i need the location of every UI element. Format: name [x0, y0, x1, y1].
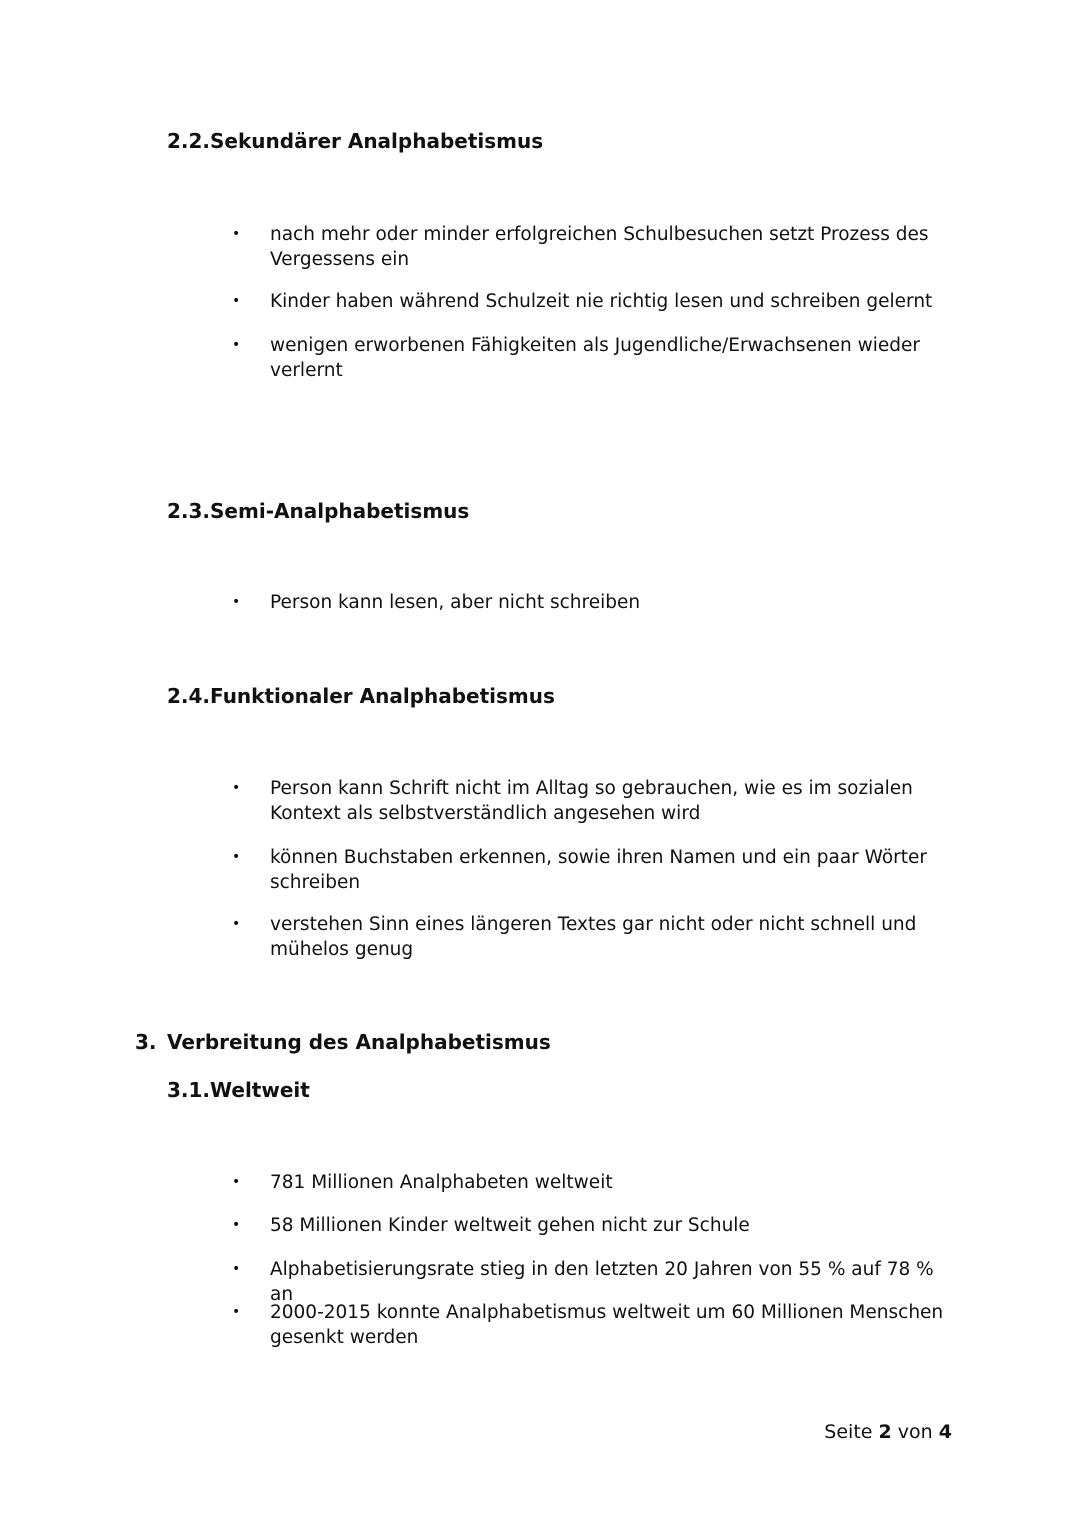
- heading-3-1: [167, 1078, 310, 1102]
- bullet-icon: •: [232, 226, 241, 242]
- heading-number: 3.: [135, 1030, 157, 1054]
- list-item-text: können Buchstaben erkennen, sowie ihren Namen und ein paar Wörter schreiben: [270, 847, 928, 893]
- heading-3: [135, 1030, 551, 1054]
- heading-title: Weltweit: [210, 1078, 310, 1102]
- list-item-text: wenigen erworbenen Fähigkeiten als Jugendliche/Erwachsenen wieder verlernt: [270, 335, 921, 381]
- list-item: [232, 1213, 952, 1238]
- heading-number: 2.2.: [167, 129, 211, 153]
- heading-number: 2.3.: [167, 499, 211, 523]
- list-item: [232, 912, 952, 962]
- list-item-text: Person kann Schrift nicht im Alltag so gebrauchen, wie es im sozialen Kontext als selbstverständlich angesehen wird: [270, 778, 913, 824]
- list-item: [232, 776, 952, 826]
- list-item-text: Kinder haben während Schulzeit nie richtig lesen und schreiben gelernt: [270, 291, 933, 312]
- heading-2-4: [167, 684, 555, 708]
- heading-number: 2.4.: [167, 684, 211, 708]
- heading-title: Semi-Analphabetismus: [210, 499, 470, 523]
- list-item: [232, 1170, 952, 1195]
- bullet-icon: •: [232, 1304, 241, 1320]
- heading-2-2: [167, 129, 543, 153]
- list-item-text: 781 Millionen Analphabeten weltweit: [270, 1172, 613, 1193]
- bullet-icon: •: [232, 916, 241, 932]
- list-item-text: nach mehr oder minder erfolgreichen Schulbesuchen setzt Prozess des Vergessens ein: [270, 224, 929, 270]
- bullet-icon: •: [232, 293, 241, 309]
- list-item: [232, 333, 952, 383]
- bullet-icon: •: [232, 594, 241, 610]
- list-item: [232, 590, 952, 615]
- footer-page-total: 4: [938, 1421, 952, 1443]
- list-item-text: 58 Millionen Kinder weltweit gehen nicht zur Schule: [270, 1215, 750, 1236]
- heading-2-3: [167, 499, 469, 523]
- list-item: [232, 222, 952, 272]
- footer-middle: von: [897, 1421, 933, 1443]
- bullet-icon: •: [232, 1174, 241, 1190]
- list-item-text: Person kann lesen, aber nicht schreiben: [270, 592, 641, 613]
- bullet-icon: •: [232, 849, 241, 865]
- list-item-text: verstehen Sinn eines längeren Textes gar nicht oder nicht schnell und mühelos genug: [270, 914, 917, 960]
- bullet-icon: •: [232, 1217, 241, 1233]
- bullet-icon: •: [232, 780, 241, 796]
- heading-title: Funktionaler Analphabetismus: [210, 684, 555, 708]
- heading-title: Verbreitung des Analphabetismus: [167, 1030, 551, 1054]
- heading-title: Sekundärer Analphabetismus: [210, 129, 544, 153]
- bullet-icon: •: [232, 1261, 241, 1277]
- footer-prefix: Seite: [824, 1421, 873, 1443]
- list-item: [232, 289, 952, 314]
- list-item-text: 2000-2015 konnte Analphabetismus weltweit um 60 Millionen Menschen gesenkt werden: [270, 1302, 944, 1348]
- page-footer: [824, 1420, 952, 1444]
- list-item-text: Alphabetisierungsrate stieg in den letzten 20 Jahren von 55 % auf 78 % an: [270, 1259, 934, 1305]
- list-item: [232, 845, 952, 895]
- list-item: [232, 1300, 952, 1350]
- bullet-icon: •: [232, 337, 241, 353]
- footer-page-number: 2: [878, 1421, 892, 1443]
- heading-number: 3.1.: [167, 1078, 211, 1102]
